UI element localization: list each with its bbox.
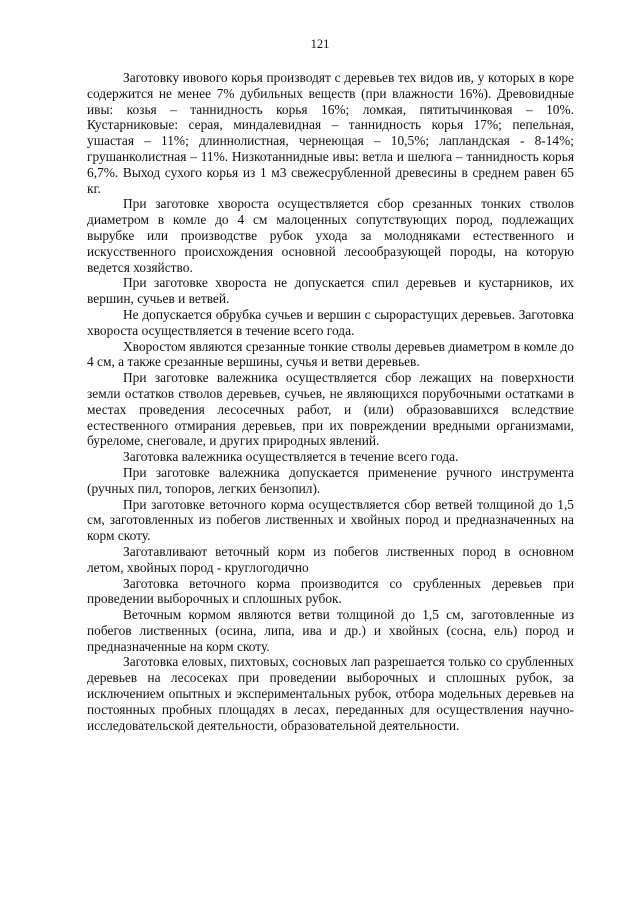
paragraph-twig-fodder-source: Заготовка веточного корма производится со срубленных деревьев при проведении выборочных и сплошных рубок. [87, 575, 574, 607]
page-number: 121 [310, 37, 330, 51]
paragraph-conifer-branches: Заготовка еловых, пихтовых, сосновых лап разрешается только со срубленных деревьев на лесосеках при проведении выборочных и сплошных рубок, за исключением опытных и экспериментальных рубок, отбора модельных деревьев на постоянных пробных площадях в лесах, переданных для осуществления научно-исследовательской деятельности, образовательной деятельности. [87, 654, 574, 733]
paragraph-brushwood-collection: При заготовке хвороста осуществляется сбор срезанных тонких стволов диаметром в комле до 4 см малоценных сопутствующих пород, подлежащих вырубке или производстве рубок ухода за молодняками естественного и искусственного происхождения основной лесообразующей породы, на которую ведется хозяйство. [87, 196, 574, 275]
document-body [87, 70, 574, 733]
paragraph-willow-bark: Заготовку ивового корья производят с деревьев тех видов ив, у которых в коре содержится не менее 7% дубильных веществ (при влажности 16%). Древовидные ивы: козья – таннидность корья 16%; ломкая, пятитычинковая – 10%. Кустарниковые: серая, миндалевидная – таннидность корья 17%; пепельная, ушастая – 11%; длиннолистная, чернеющая – 10,5%; лапландская - 8-14%; грушанколистная – 11%. Низкотаннидные ивы: ветла и шелюга – таннидность корья 6,7%. Выход сухого корья из 1 м3 свежесрубленной древесины в среднем равен 65 кг. [87, 70, 574, 196]
paragraph-twig-fodder-collection: При заготовке веточного корма осуществляется сбор ветвей толщиной до 1,5 см, заготовленных из побегов лиственных и хвойных пород и предназначенных на корм скоту. [87, 496, 574, 544]
paragraph-no-pruning: Не допускается обрубка сучьев и вершин с сырорастущих деревьев. Заготовка хвороста осуществляется в течение всего года. [87, 306, 574, 338]
paragraph-twig-fodder-definition: Веточным кормом являются ветви толщиной до 1,5 см, заготовленные из побегов лиственных (осина, липа, ива и др.) и хвойных (сосна, ель) пород и предназначенные на корм скоту. [87, 607, 574, 654]
paragraph-twig-fodder-season: Заготавливают веточный корм из побегов лиственных пород в основном летом, хвойных пород - круглогодично [87, 543, 574, 575]
paragraph-deadwood-collection: При заготовке валежника осуществляется сбор лежащих на поверхности земли остатков стволов деревьев, сучьев, не являющихся порубочными остатками в местах проведения лесосечных работ, и (или) образовавшихся вследствие естественного отмирания деревьев, при их повреждении вредными организмами, буреломе, снеговале, и других природных явлений. [87, 370, 574, 449]
paragraph-brushwood-prohibition: При заготовке хвороста не допускается спил деревьев и кустарников, их вершин, сучьев и ветвей. [87, 275, 574, 307]
paragraph-deadwood-tools: При заготовке валежника допускается применение ручного инструмента (ручных пил, топоров, легких бензопил). [87, 464, 574, 496]
paragraph-brushwood-definition: Хворостом являются срезанные тонкие стволы деревьев диаметром в комле до 4 см, а также срезанные вершины, сучья и ветви деревьев. [87, 338, 574, 370]
paragraph-deadwood-season: Заготовка валежника осуществляется в течение всего года. [123, 449, 459, 465]
